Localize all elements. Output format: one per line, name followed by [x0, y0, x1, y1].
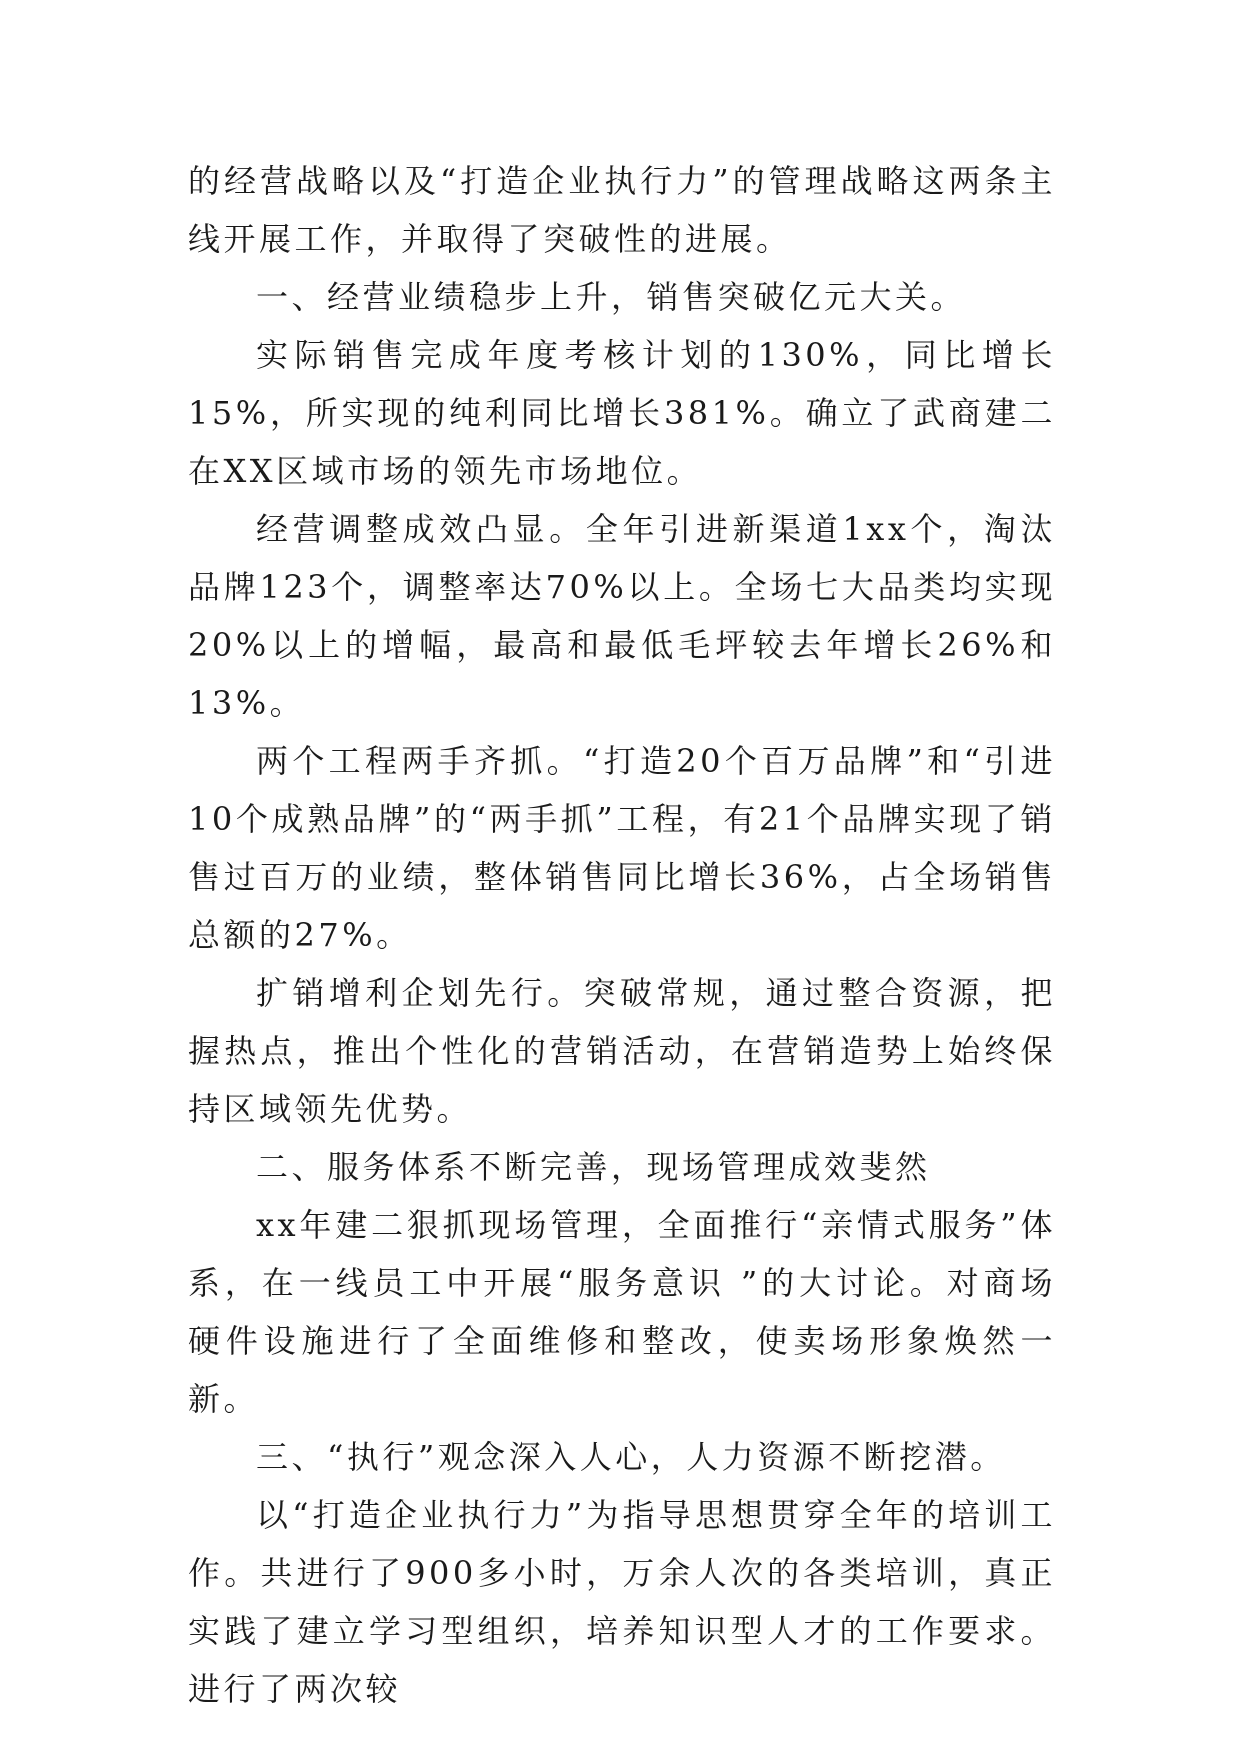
- section-heading-1: 一、经营业绩稳步上升，销售突破亿元大关。: [256, 278, 967, 316]
- paragraph-service-management: xx年建二狠抓现场管理，全面推行“亲情式服务”体系，在一线员工中开展“服务意识 ”的大讨论。对商场硬件设施进行了全面维修和整改，使卖场形象焕然一新。: [188, 1206, 1056, 1418]
- paragraph-sales-performance: 实际销售完成年度考核计划的130%，同比增长15%，所实现的纯利同比增长381%。确立了武商建二在XX区域市场的领先市场地位。: [188, 336, 1056, 490]
- paragraph-two-projects: 两个工程两手齐抓。“打造20个百万品牌”和“引进10个成熟品牌”的“两手抓”工程，有21个品牌实现了销售过百万的业绩，整体销售同比增长36%，占全场销售总额的27%。: [188, 742, 1056, 954]
- section-heading-3: 三、“执行”观念深入人心，人力资源不断挖潜。: [256, 1438, 1006, 1476]
- section-heading-2: 二、服务体系不断完善，现场管理成效斐然: [256, 1148, 931, 1186]
- document-body: [188, 152, 1056, 1718]
- paragraph-continuation: 的经营战略以及“打造企业执行力”的管理战略这两条主线开展工作，并取得了突破性的进展。: [188, 162, 1056, 258]
- paragraph-business-adjustment: 经营调整成效凸显。全年引进新渠道1xx个，淘汰品牌123个，调整率达70%以上。全场七大品类均实现20%以上的增幅，最高和最低毛坪较去年增长26%和13%。: [188, 510, 1056, 722]
- paragraph-marketing-planning: 扩销增利企划先行。突破常规，通过整合资源，把握热点，推出个性化的营销活动，在营销造势上始终保持区域领先优势。: [188, 974, 1056, 1128]
- paragraph-training: 以“打造企业执行力”为指导思想贯穿全年的培训工作。共进行了900多小时，万余人次的各类培训，真正实践了建立学习型组织，培养知识型人才的工作要求。进行了两次较: [188, 1496, 1056, 1708]
